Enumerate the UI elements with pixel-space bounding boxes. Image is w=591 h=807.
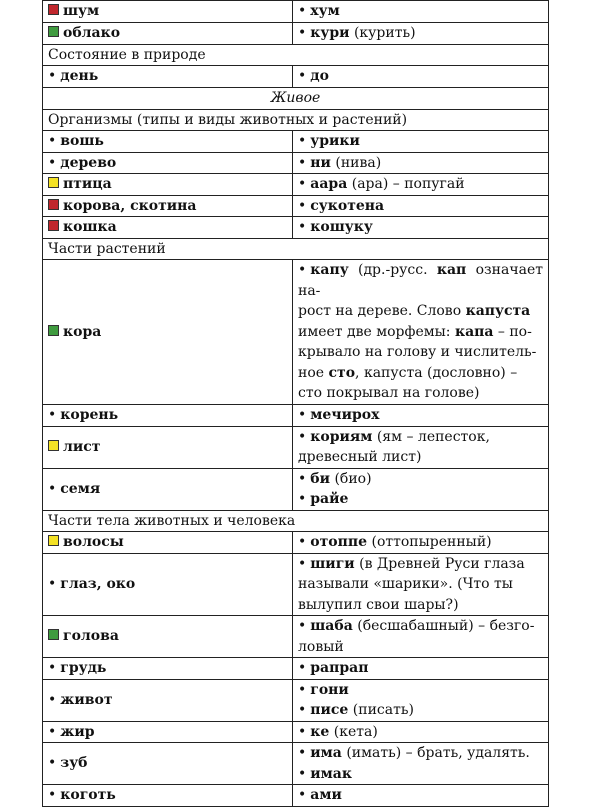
bullet-icon bbox=[48, 692, 60, 708]
translation-cell bbox=[293, 131, 549, 153]
translation-cell bbox=[293, 679, 549, 721]
table-row bbox=[43, 152, 549, 174]
table-row bbox=[43, 66, 549, 88]
plain-text: (имать) – брать, удалять. bbox=[341, 745, 530, 761]
bullet-icon bbox=[298, 766, 310, 782]
plain-text: (др.-русс. bbox=[348, 262, 437, 278]
section-header: Состояние в природе bbox=[43, 44, 549, 66]
bullet-icon bbox=[298, 491, 310, 507]
bold-term: писе bbox=[310, 702, 349, 718]
bullet-icon bbox=[48, 724, 60, 740]
bullet-icon bbox=[298, 155, 310, 171]
red-marker-icon bbox=[48, 4, 59, 15]
translation-line bbox=[298, 427, 543, 448]
translation-line bbox=[298, 153, 543, 174]
table-row bbox=[43, 426, 549, 468]
word-cell bbox=[43, 152, 293, 174]
plain-text: (кета) bbox=[329, 723, 378, 740]
bold-term: кориям bbox=[310, 428, 373, 445]
bold-term: капа bbox=[454, 323, 494, 340]
bullet-icon bbox=[48, 755, 60, 771]
section-header: Организмы (типы и виды животных и растений) bbox=[43, 109, 549, 131]
translation-line bbox=[298, 785, 543, 806]
bullet-icon bbox=[298, 471, 310, 487]
word-label: корова, скотина bbox=[63, 197, 197, 214]
bullet-icon bbox=[48, 576, 60, 592]
bold-term: до bbox=[310, 68, 329, 85]
section-header: Части растений bbox=[43, 238, 549, 260]
bold-term: би bbox=[310, 470, 330, 487]
bold-term: кошуку bbox=[310, 219, 373, 235]
bullet-icon bbox=[298, 133, 310, 149]
bullet-icon bbox=[298, 660, 310, 676]
red-marker-icon bbox=[48, 199, 59, 210]
translation-cell bbox=[293, 66, 549, 88]
translation-line bbox=[298, 722, 543, 743]
yellow-marker-icon bbox=[48, 177, 59, 188]
bullet-icon bbox=[298, 407, 310, 423]
table-row bbox=[43, 468, 549, 510]
bold-term: ами bbox=[310, 787, 342, 804]
bold-term: мечирох bbox=[310, 406, 380, 423]
bullet-icon bbox=[298, 219, 310, 235]
translation-line bbox=[298, 342, 543, 363]
bullet-icon bbox=[298, 198, 310, 214]
word-label: кора bbox=[63, 323, 102, 340]
translation-line bbox=[298, 532, 543, 553]
bullet-icon bbox=[298, 176, 310, 192]
bullet-icon bbox=[298, 556, 310, 572]
table-row bbox=[43, 1, 549, 23]
word-cell bbox=[43, 426, 293, 468]
table-row bbox=[43, 260, 549, 405]
bold-term: отоппе bbox=[310, 534, 368, 550]
translation-line bbox=[298, 554, 543, 575]
bullet-icon bbox=[48, 407, 60, 423]
bold-term: ни bbox=[310, 154, 331, 171]
translation-line bbox=[298, 743, 543, 764]
translation-line bbox=[298, 447, 543, 468]
translation-line bbox=[298, 217, 543, 238]
table-row bbox=[43, 721, 549, 743]
table-row bbox=[43, 195, 549, 217]
bold-term: рапрап bbox=[310, 660, 369, 676]
plain-text: сто покрывал на голове) bbox=[298, 385, 480, 401]
word-label: вошь bbox=[60, 133, 104, 149]
word-label: живот bbox=[60, 691, 113, 708]
table-row bbox=[43, 785, 549, 807]
section-header: Части тела животных и человека bbox=[43, 510, 549, 532]
word-label: зуб bbox=[60, 755, 88, 772]
table-row bbox=[43, 658, 549, 680]
plain-text: (ям – лепесток, bbox=[372, 428, 490, 445]
plain-text: имеет две морфемы: bbox=[298, 323, 455, 340]
translation-line bbox=[298, 764, 543, 785]
plain-text: (бесшабашный) – безго- bbox=[352, 618, 535, 634]
word-cell bbox=[43, 404, 293, 426]
bold-term: кури bbox=[310, 25, 350, 41]
plain-text: (оттопыренный) bbox=[367, 534, 492, 550]
translation-cell bbox=[293, 1, 549, 23]
plain-text: ное bbox=[298, 364, 329, 381]
word-cell bbox=[43, 131, 293, 153]
translation-line bbox=[298, 66, 543, 87]
translation-cell bbox=[293, 195, 549, 217]
translation-line bbox=[298, 196, 543, 217]
green-marker-icon bbox=[48, 325, 59, 336]
word-label: голова bbox=[63, 628, 119, 645]
bullet-icon bbox=[48, 68, 60, 84]
vocabulary-table-body bbox=[43, 1, 549, 807]
plain-text: крывало на голову и числитель- bbox=[298, 344, 537, 360]
word-label: облако bbox=[63, 25, 121, 41]
translation-line bbox=[298, 322, 543, 343]
center-header: Живое bbox=[43, 88, 549, 110]
table-row bbox=[43, 553, 549, 616]
word-cell bbox=[43, 195, 293, 217]
bullet-icon bbox=[298, 68, 310, 84]
bullet-icon bbox=[48, 660, 60, 676]
word-label: шум bbox=[63, 3, 100, 20]
translation-line bbox=[298, 383, 543, 404]
translation-cell bbox=[293, 174, 549, 196]
translation-line bbox=[298, 301, 543, 322]
bullet-icon bbox=[48, 133, 60, 149]
plain-text: (в Древней Руси глаза bbox=[354, 555, 525, 572]
translation-cell bbox=[293, 721, 549, 743]
bullet-icon bbox=[48, 481, 60, 497]
word-cell bbox=[43, 553, 293, 616]
table-row bbox=[43, 404, 549, 426]
translation-line bbox=[298, 680, 543, 701]
bold-term: сто bbox=[328, 364, 356, 381]
word-cell bbox=[43, 66, 293, 88]
table-row bbox=[43, 131, 549, 153]
bold-term: имак bbox=[310, 765, 352, 782]
bullet-icon bbox=[298, 745, 310, 761]
translation-line bbox=[298, 637, 543, 658]
translation-cell bbox=[293, 217, 549, 239]
word-label: день bbox=[60, 68, 99, 85]
translation-cell bbox=[293, 532, 549, 554]
word-label: корень bbox=[60, 406, 119, 423]
bullet-icon bbox=[298, 429, 310, 445]
bold-term: хум bbox=[310, 3, 340, 20]
bullet-icon bbox=[298, 534, 310, 550]
bold-term: шиги bbox=[310, 555, 355, 572]
table-row bbox=[43, 679, 549, 721]
word-cell bbox=[43, 785, 293, 807]
word-label: дерево bbox=[60, 154, 117, 171]
word-label: волосы bbox=[63, 534, 124, 550]
vocabulary-table bbox=[42, 0, 549, 807]
translation-cell bbox=[293, 23, 549, 45]
translation-line bbox=[298, 658, 543, 679]
plain-text: – по- bbox=[493, 323, 532, 340]
yellow-marker-icon bbox=[48, 440, 59, 451]
plain-text: (нива) bbox=[330, 154, 382, 171]
word-label: птица bbox=[63, 176, 112, 192]
word-label: лист bbox=[63, 438, 101, 455]
plain-text: вылупил свои шары?) bbox=[298, 596, 459, 613]
table-row bbox=[43, 88, 549, 110]
word-label: грудь bbox=[60, 660, 107, 676]
translation-line bbox=[298, 405, 543, 426]
table-row bbox=[43, 532, 549, 554]
table-row bbox=[43, 44, 549, 66]
translation-line bbox=[298, 131, 543, 152]
bullet-icon bbox=[298, 618, 310, 634]
translation-cell bbox=[293, 404, 549, 426]
word-cell bbox=[43, 743, 293, 785]
table-row bbox=[43, 510, 549, 532]
bullet-icon bbox=[298, 724, 310, 740]
word-cell bbox=[43, 616, 293, 658]
bold-term: гони bbox=[310, 681, 349, 698]
word-cell bbox=[43, 23, 293, 45]
plain-text: (био) bbox=[330, 470, 372, 487]
bold-term: сукотена bbox=[310, 197, 385, 214]
word-cell bbox=[43, 721, 293, 743]
green-marker-icon bbox=[48, 26, 59, 37]
translation-line bbox=[298, 1, 543, 22]
translation-cell bbox=[293, 743, 549, 785]
plain-text: (писать) bbox=[348, 702, 414, 718]
translation-line bbox=[298, 174, 543, 195]
plain-text: означает на- bbox=[298, 262, 543, 299]
bullet-icon bbox=[298, 702, 310, 718]
bullet-icon bbox=[298, 787, 310, 803]
bullet-icon bbox=[298, 3, 310, 19]
yellow-marker-icon bbox=[48, 535, 59, 546]
plain-text: , капуста (дословно) – bbox=[355, 364, 518, 381]
bold-term: шаба bbox=[310, 618, 353, 634]
table-row bbox=[43, 238, 549, 260]
bold-term: кап bbox=[436, 262, 467, 278]
table-row bbox=[43, 174, 549, 196]
translation-line bbox=[298, 469, 543, 490]
translation-cell bbox=[293, 468, 549, 510]
bold-term: аара bbox=[310, 176, 348, 192]
translation-line bbox=[298, 616, 543, 637]
word-cell bbox=[43, 658, 293, 680]
table-row bbox=[43, 217, 549, 239]
word-label: коготь bbox=[60, 787, 116, 804]
table-row bbox=[43, 743, 549, 785]
green-marker-icon bbox=[48, 629, 59, 640]
bold-term: урики bbox=[310, 133, 360, 149]
word-label: глаз, око bbox=[60, 576, 136, 592]
translation-cell bbox=[293, 426, 549, 468]
translation-cell bbox=[293, 152, 549, 174]
bold-term: има bbox=[310, 745, 342, 761]
translation-line bbox=[298, 489, 543, 510]
word-cell bbox=[43, 260, 293, 405]
translation-line bbox=[298, 574, 543, 595]
plain-text: называли «шарики». (Что ты bbox=[298, 576, 513, 592]
word-cell bbox=[43, 174, 293, 196]
translation-cell bbox=[293, 553, 549, 616]
plain-text: ловый bbox=[298, 638, 344, 655]
word-cell bbox=[43, 217, 293, 239]
translation-line bbox=[298, 595, 543, 616]
translation-line bbox=[298, 260, 543, 301]
plain-text: (ара) – попугай bbox=[347, 176, 465, 192]
plain-text: древесный лист) bbox=[298, 449, 422, 465]
word-label: жир bbox=[60, 723, 95, 740]
table-row bbox=[43, 616, 549, 658]
translation-line bbox=[298, 23, 543, 44]
bullet-icon bbox=[298, 682, 310, 698]
bullet-icon bbox=[48, 155, 60, 171]
bold-term: райе bbox=[310, 491, 349, 507]
translation-line bbox=[298, 700, 543, 721]
table-row bbox=[43, 23, 549, 45]
red-marker-icon bbox=[48, 220, 59, 231]
word-label: кошка bbox=[63, 219, 117, 235]
bullet-icon bbox=[298, 262, 310, 278]
word-label: семя bbox=[60, 480, 101, 497]
bullet-icon bbox=[298, 25, 310, 41]
word-cell bbox=[43, 532, 293, 554]
bold-term: капуста bbox=[465, 303, 531, 319]
bold-term: ке bbox=[310, 723, 330, 740]
translation-cell bbox=[293, 658, 549, 680]
plain-text: рост на дереве. Слово bbox=[298, 303, 466, 319]
bullet-icon bbox=[48, 787, 60, 803]
word-cell bbox=[43, 468, 293, 510]
translation-cell bbox=[293, 785, 549, 807]
table-row bbox=[43, 109, 549, 131]
translation-cell bbox=[293, 616, 549, 658]
plain-text: (курить) bbox=[349, 25, 416, 41]
word-cell bbox=[43, 679, 293, 721]
translation-line bbox=[298, 363, 543, 384]
translation-cell bbox=[293, 260, 549, 405]
bold-term: капу bbox=[310, 262, 349, 278]
word-cell bbox=[43, 1, 293, 23]
